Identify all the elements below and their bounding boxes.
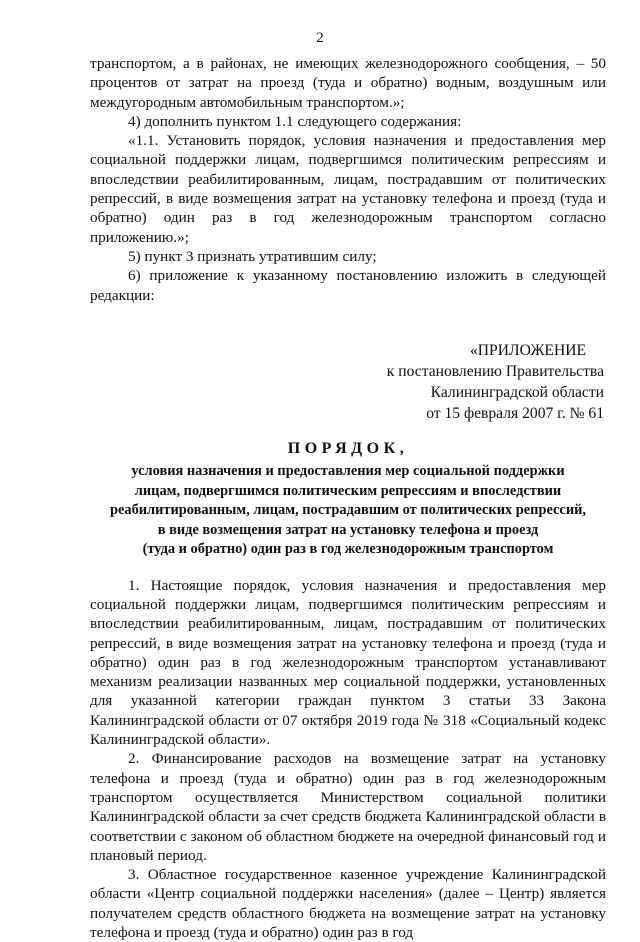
body-paragraph: 1. Настоящие порядок, условия назначения и предоставления мер социальной поддержки лицам, подвергшимся политическим репрессиям и впоследствии реабилитированным, лицам, пострадавшим от политических репрессий, в виде возмещения затрат на установку телефона и проезд (туда и обратно) один раз в год железнодорожным транспортом устанавливают механизм реализации названных мер социальной поддержки, установленных для указанной категории граждан пунктом 3 статьи 33 Закона Калининградской области от 07 октября 2019 года № 318 «Социальный кодекс Калининградской области». <box>90 576 606 749</box>
intro-paragraph: 5) пункт 3 признать утратившим силу; <box>128 247 377 265</box>
appendix-line-3: Калининградской области <box>430 383 604 401</box>
document-title: ПОРЯДОК, <box>287 439 409 457</box>
intro-paragraph: 4) дополнить пунктом 1.1 следующего содержания: <box>128 112 462 130</box>
intro-paragraph: транспортом, а в районах, не имеющих железнодорожного сообщения, – 50 процентов от затрат на проезд (туда и обратно) водным, воздушным или междугородным автомобильным транспортом.»; <box>90 55 606 111</box>
intro-section <box>90 54 606 305</box>
body-section <box>90 576 606 942</box>
subtitle-line: лицам, подвергшимся политическим репрессиям и впоследствии <box>134 482 562 499</box>
appendix-line-2: к постановлению Правительства <box>386 362 604 380</box>
document-subtitle <box>90 462 606 560</box>
page-number: 2 <box>316 30 324 46</box>
intro-paragraph: «1.1. Установить порядок, условия назначения и предоставления мер социальной поддержки лицам, подвергшимся политическим репрессиям и впоследствии реабилитированным, лицам, пострадавшим от политических репрессий, в виде возмещения затрат на установку телефона и проезд (туда и обратно) один раз в год железнодорожным транспортом согласно приложению.»; <box>90 132 606 246</box>
appendix-line-4: от 15 февраля 2007 г. № 61 <box>426 404 604 422</box>
subtitle-line: условия назначения и предоставления мер социальной поддержки <box>131 463 565 480</box>
body-paragraph: 3. Областное государственное казенное учреждение Калининградской области «Центр социальной поддержки населения» (далее – Центр) является получателем средств областного бюджета на возмещение затрат на установку телефона и проезд (туда и обратно) один раз в год <box>90 866 606 941</box>
subtitle-line: в виде возмещения затрат на установку телефона и проезд <box>157 521 539 538</box>
appendix-header <box>90 340 606 424</box>
document-content <box>90 54 606 942</box>
body-paragraph: 2. Финансирование расходов на возмещение затрат на установку телефона и проезд (туда и обратно) один раз в год железнодорожным транспортом осуществляется Министерством социальной политики Калининградской области за счет средств бюджета Калининградской области в соответствии с законом об областном бюджете на очередной финансовый год и плановый период. <box>90 750 606 864</box>
subtitle-line: (туда и обратно) один раз в год железнодорожным транспортом <box>142 541 554 558</box>
appendix-title: «ПРИЛОЖЕНИЕ <box>470 341 586 359</box>
intro-paragraph: 6) приложение к указанному постановлению изложить в следующей редакции: <box>90 267 606 304</box>
subtitle-line: реабилитированным, лицам, пострадавшим от политических репрессий, <box>109 502 586 519</box>
